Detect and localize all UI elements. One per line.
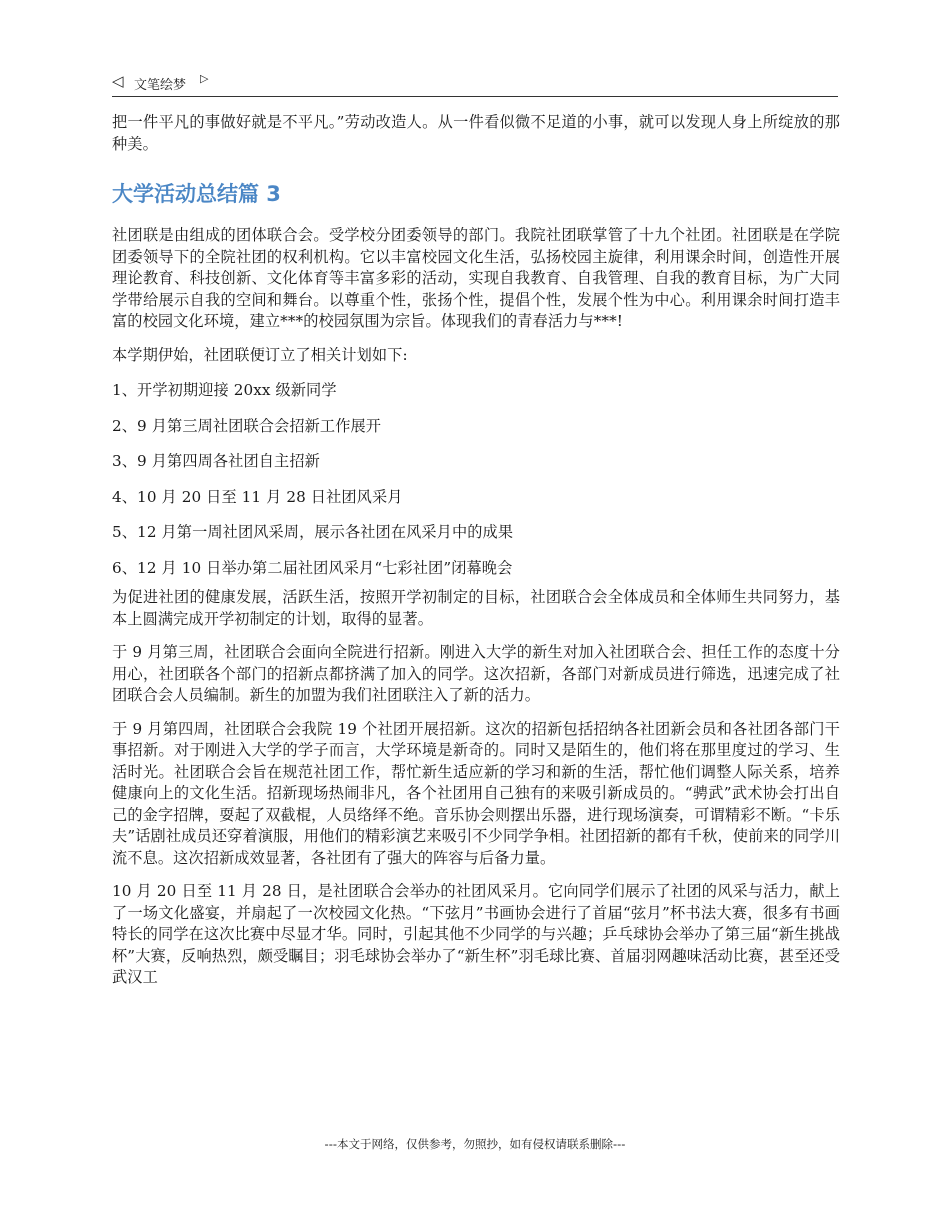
plan-list-item: 1、开学初期迎接 20xx 级新同学 <box>112 381 337 399</box>
plan-list-item: 4、10 月 20 日至 11 月 28 日社团风采月 <box>112 487 403 506</box>
paragraph: 于 9 月第三周，社团联合会面向全院进行招新。刚进入大学的新生对加入社团联合会、担任工作的态度十分用心，社团联各个部门的招新点都挤满了加入的同学。这次招新，各部门对新成员进行筛选，迅速完成了社团联合会人员编制。新生的加盟为我们社团联注入了新的活力。 <box>112 643 840 704</box>
plan-list-item: 3、9 月第四周各社团自主招新 <box>112 452 320 470</box>
plan-list-item: 5、12 月第一周社团风采周，展示各社团在风采月中的成果 <box>112 523 514 541</box>
paragraph: 10 月 20 日至 11 月 28 日，是社团联合会举办的社团风采月。它向同学们展示了社团的风采与活力，献上了一场文化盛宴，并扇起了一次校园文化热。“下弦月”书画协会进行了首届“弦月”杯书法大赛，很多有书画特长的同学在这次比赛中尽显才华。同时，引起其他不少同学的与兴趣；乒乓球协会举办了第三届“新生挑战杯”大赛，反响热烈，颇受瞩目；羽毛球协会举办了“新生杯”羽毛球比赛、首届羽网趣味活动比赛，甚至还受武汉工 <box>112 882 840 986</box>
brand-name: 文笔绘梦 <box>134 78 187 93</box>
page-header <box>112 70 838 97</box>
intro-paragraph: 把一件平凡的事做好就是不平凡。”劳动改造人。从一件看似微不足道的小事，就可以发现人身上所绽放的那种美。 <box>112 113 840 153</box>
section-title: 大学活动总结篇 3 <box>112 182 281 206</box>
paragraph: 为促进社团的健康发展，活跃生活，按照开学初制定的目标，社团联合会全体成员和全体师生共同努力，基本上圆满完成开学初制定的计划，取得的显著。 <box>112 588 840 628</box>
paragraph: 于 9 月第四周，社团联合会我院 19 个社团开展招新。这次的招新包括招纳各社团新会员和各社团各部门干事招新。对于刚进入大学的学子而言，大学环境是新奇的。同时又是陌生的，他们将在那里度过的学习、生活时光。社团联合会旨在规范社团工作，帮忙新生适应新的学习和新的生活，帮忙他们调整人际关系，培养健康向上的文化生活。招新现场热闹非凡，各个社团用自己独有的来吸引新成员的。“骋武”武术协会打出自己的金字招牌，耍起了双截棍，人员络绎不绝。音乐协会则摆出乐器，进行现场演奏，可谓精彩不断。“卡乐夫”话剧社成员还穿着演服，用他们的精彩演艺来吸引不少同学争相。社团招新的都有千秋，使前来的同学川流不息。这次招新成效显著，各社团有了强大的阵容与后备力量。 <box>112 719 840 867</box>
paragraph: 本学期伊始，社团联便订立了相关计划如下: <box>112 345 408 364</box>
document-body <box>112 112 840 1001</box>
left-triangle-icon: ◁ <box>112 72 124 90</box>
footer-disclaimer: ---本文于网络，仅供参考，勿照抄，如有侵权请联系删除--- <box>324 1137 626 1151</box>
right-triangle-icon: ▷ <box>200 72 209 85</box>
plan-list-item: 6、12 月 10 日举办第二届社团风采月“七彩社团”闭幕晚会 <box>112 558 513 577</box>
paragraph: 社团联是由组成的团体联合会。受学校分团委领导的部门。我院社团联掌管了十九个社团。社团联是在学院团委领导下的全院社团的权利机构。它以丰富校园文化生活，弘扬校园主旋律，利用课余时间，创造性开展理论教育、科技创新、文化体育等丰富多彩的活动，实现自我教育、自我管理、自我的教育目标，为广大同学带给展示自我的空间和舞台。以尊重个性，张扬个性，提倡个性，发展个性为中心。利用课余时间打造丰富的校园文化环境，建立***的校园氛围为宗旨。体现我们的青春活力与***! <box>112 226 840 330</box>
plan-list-item: 2、9 月第三周社团联合会招新工作展开 <box>112 416 382 435</box>
